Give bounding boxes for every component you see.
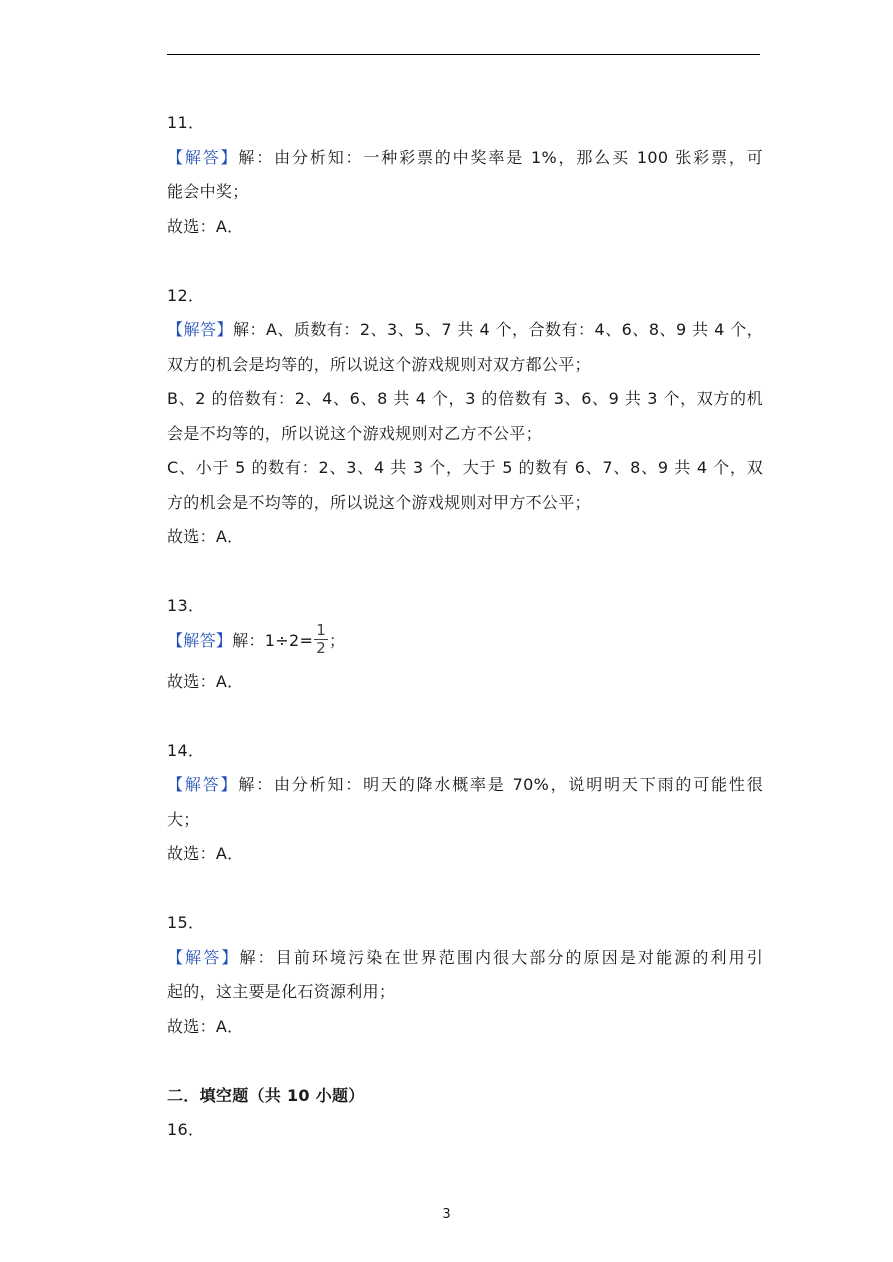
- answer-line: 大；: [167, 809, 200, 829]
- answer-tag: 【解答】: [167, 320, 233, 339]
- answer-text: 解：由分析知：一种彩票的中奖率是 1%，那么买 100 张彩票，可: [238, 147, 763, 167]
- choice-line: 故选：A．: [167, 527, 244, 546]
- answer-text: 解：1÷2=: [232, 630, 314, 650]
- header-rule: [167, 54, 760, 55]
- answer-line: [167, 313, 763, 348]
- answer-text: 解：目前环境污染在世界范围内很大部分的原因是对能源的利用引: [239, 947, 764, 967]
- question-number: 13．: [167, 596, 205, 615]
- page-content: [167, 106, 763, 1148]
- choice-line: 故选：A．: [167, 216, 244, 236]
- choice-line: 故选：A．: [167, 844, 244, 863]
- answer-line: 能会中奖；: [167, 182, 249, 201]
- answer-line: 方的机会是不均等的，所以说这个游戏规则对甲方不公平；: [167, 492, 591, 512]
- choice-line: 故选：A．: [167, 671, 244, 691]
- answer-end: ；: [329, 630, 346, 650]
- answer-line: 会是不均等的，所以说这个游戏规则对乙方不公平；: [167, 423, 542, 443]
- question-number: 16．: [167, 1120, 205, 1139]
- answer-line: 起的，这主要是化石资源利用；: [167, 982, 396, 1001]
- answer-text: 解：A、质数有：2、3、5、7 共 4 个，合数有：4、6、8、9 共 4 个，: [232, 320, 764, 339]
- answer-text: 解：由分析知：明天的降水概率是 70%，说明明天下雨的可能性很: [238, 775, 763, 794]
- answer-tag: 【解答】: [167, 775, 239, 794]
- fraction-denominator: 2: [316, 638, 327, 657]
- answer-line: C、小于 5 的数有：2、3、4 共 3 个，大于 5 的数有 6、7、8、9 共 4 个，双: [167, 458, 763, 477]
- fraction-numerator: 1: [316, 620, 327, 639]
- answer-line: [167, 620, 763, 659]
- answer-tag: 【解答】: [167, 947, 240, 967]
- answer-line: [167, 141, 763, 176]
- choice-line: 故选：A．: [167, 1016, 244, 1036]
- page-number: 3: [442, 1207, 451, 1222]
- answer-line: [167, 768, 763, 803]
- question-number: 12．: [167, 285, 205, 305]
- fraction: [314, 622, 328, 657]
- question-number: 11．: [167, 113, 205, 132]
- section-title: 二．填空题（共 10 小题）: [167, 1085, 365, 1105]
- answer-line: B、2 的倍数有：2、4、6、8 共 4 个，3 的倍数有 3、6、9 共 3 个，双方的机: [167, 389, 763, 408]
- answer-tag: 【解答】: [167, 147, 239, 167]
- answer-line: [167, 941, 763, 976]
- question-number: 14．: [167, 740, 205, 760]
- question-number: 15．: [167, 913, 205, 932]
- answer-line: 双方的机会是均等的，所以说这个游戏规则对双方都公平；: [167, 354, 591, 374]
- answer-tag: 【解答】: [167, 630, 233, 650]
